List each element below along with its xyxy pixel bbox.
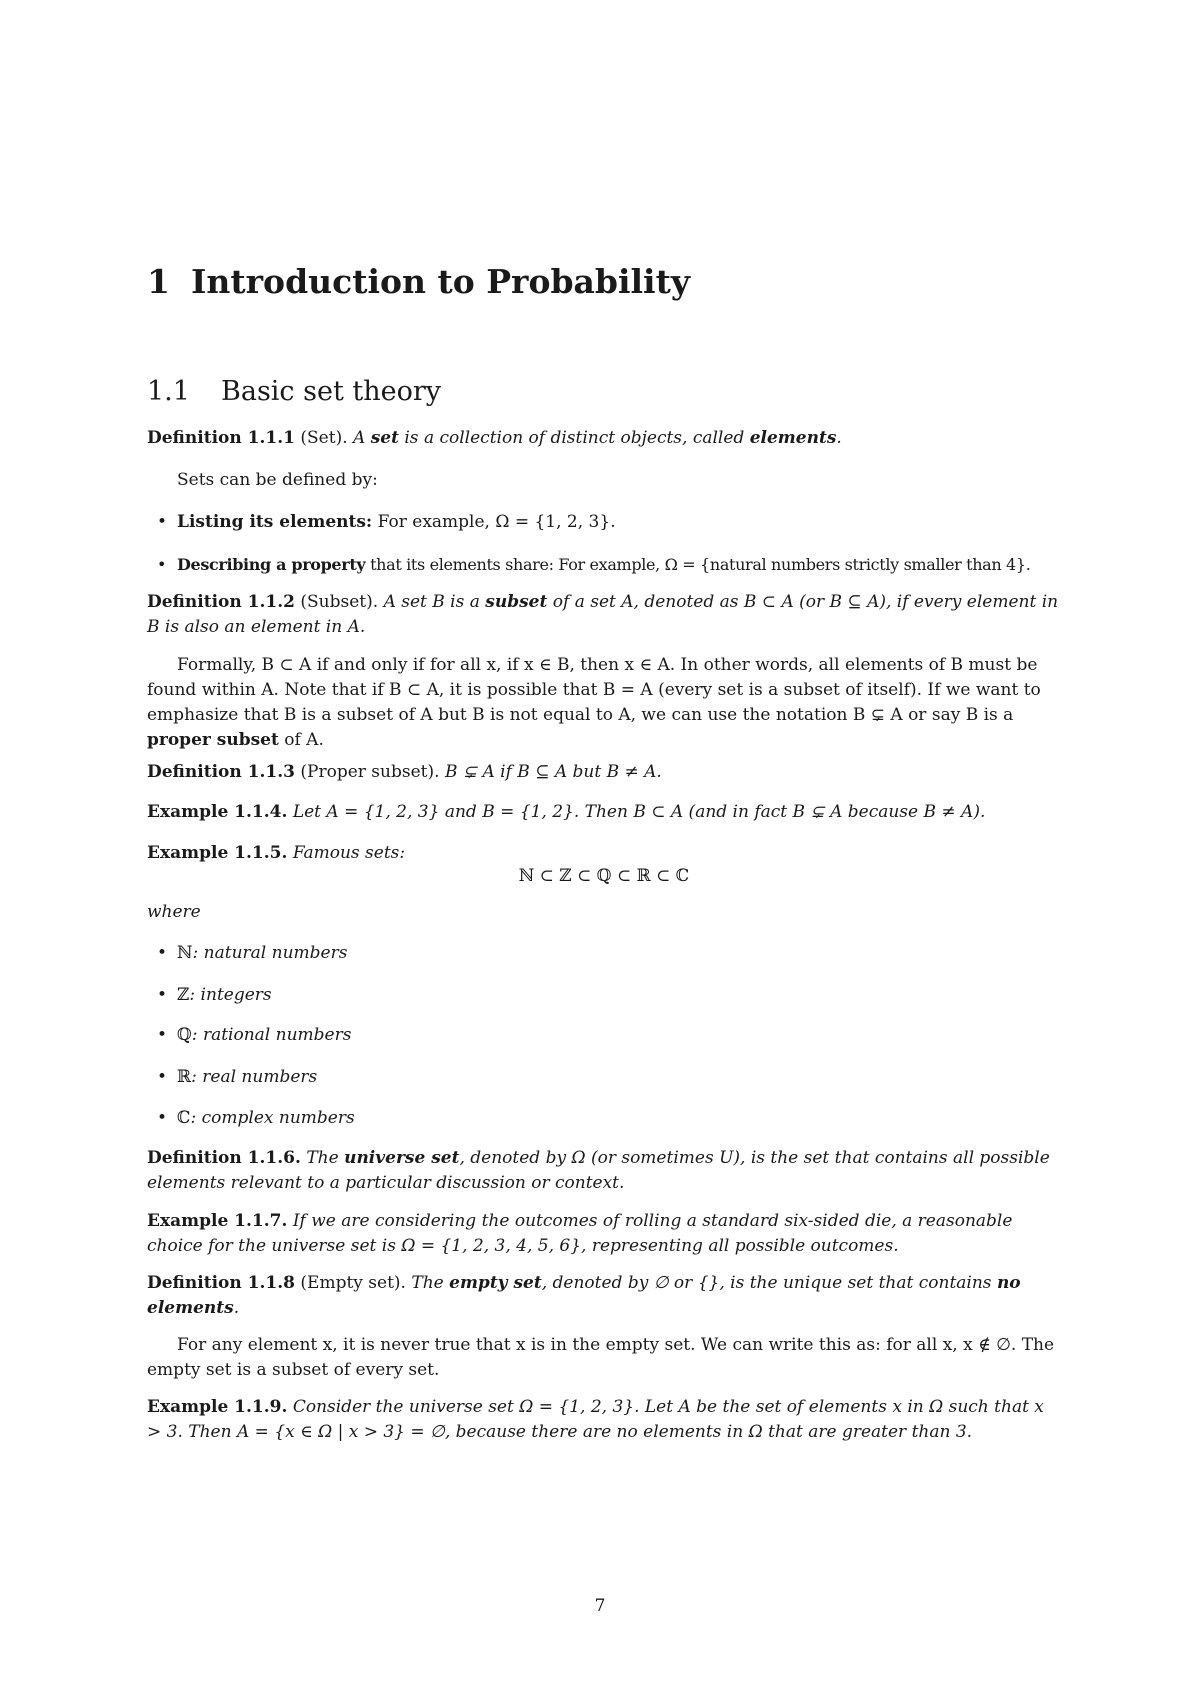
example-label: Example 1.1.7. [147, 1211, 288, 1231]
page-number: 7 [594, 1596, 606, 1616]
display-math-famous-chain: ℕ ⊂ ℤ ⊂ ℚ ⊂ ℝ ⊂ ℂ [518, 866, 690, 886]
definition-subset [147, 590, 1061, 640]
definition-label: Definition 1.1.1 [147, 428, 295, 448]
example-text: Famous sets: [292, 843, 406, 863]
example-label: Example 1.1.5. [147, 843, 288, 863]
where-label: where [147, 902, 201, 922]
list-item-bold: Describing a property [177, 555, 366, 574]
list-item [147, 510, 1091, 535]
term-no-elements: no elements [147, 1273, 1021, 1318]
definition-set [147, 426, 1061, 451]
list-item [147, 983, 1091, 1008]
term-proper-subset: proper subset [147, 730, 279, 750]
list-item [147, 552, 1091, 577]
definition-label: Definition 1.1.6. [147, 1148, 301, 1168]
paragraph-sets-defined: Sets can be defined by: [177, 470, 378, 490]
list-item [147, 1023, 1091, 1048]
definition-text: A [353, 428, 366, 448]
definition-universe-set [147, 1146, 1061, 1196]
example-label: Example 1.1.4. [147, 802, 288, 822]
list-item [147, 1065, 1091, 1090]
term-universe-set: universe set [344, 1148, 460, 1168]
definition-text: is a collection of distinct objects, called [404, 428, 745, 448]
set-symbol: ℕ [177, 943, 193, 963]
set-symbol: ℚ [177, 1025, 192, 1045]
definition-name: (Subset). [300, 592, 379, 612]
list-item-bold: Listing its elements: [177, 512, 373, 532]
definition-text: , denoted by ∅ or {}, is the unique set that contains [541, 1273, 992, 1293]
definition-text: . [233, 1298, 240, 1318]
section-title: Basic set theory [221, 376, 442, 407]
section-number: 1.1 [147, 376, 190, 407]
chapter-title: Introduction to Probability [191, 262, 691, 301]
example-text: If we are considering the outcomes of rolling a standard six-sided die, a reasonable choice for the universe set is Ω = {1, 2, 3, 4, 5, 6}, representing all possible outcomes. [147, 1211, 1013, 1256]
term-set: set [370, 428, 399, 448]
chapter-number: 1 [147, 262, 170, 301]
paragraph-empty-set: For any element x, it is never true that x is in the empty set. We can write this as: for all x, x ∉ ∅. The empty set is a subset of every set. [147, 1335, 1055, 1380]
example-1-1-9 [147, 1395, 1061, 1445]
definition-label: Definition 1.1.3 [147, 762, 295, 782]
list-item [147, 941, 1091, 966]
set-description: : natural numbers [192, 943, 348, 963]
definition-proper-subset [147, 760, 1061, 785]
example-text: Let A = {1, 2, 3} and B = {1, 2}. Then B ⊂ A (and in fact B ⊊ A because B ≠ A). [292, 802, 986, 822]
definition-text: The [411, 1273, 444, 1293]
definition-label: Definition 1.1.2 [147, 592, 295, 612]
definition-text: , denoted by Ω (or sometimes U), is the set that contains all possible elements relevant to a particular discussion or context. [147, 1148, 1050, 1193]
term-empty-set: empty set [449, 1273, 542, 1293]
set-description: : rational numbers [191, 1025, 352, 1045]
set-symbol: ℝ [177, 1067, 192, 1087]
definition-name: (Set). [300, 428, 348, 448]
definition-name: (Proper subset). [300, 762, 440, 782]
definition-name: (Empty set). [300, 1273, 406, 1293]
paragraph-formally [147, 653, 1061, 753]
paragraph-text: of A. [284, 730, 324, 750]
definition-text: The [306, 1148, 339, 1168]
list-item-text: that its elements share: For example, Ω = {natural numbers strictly smaller than 4}. [370, 555, 1031, 574]
example-1-1-4 [147, 800, 1061, 825]
set-description: : real numbers [191, 1067, 318, 1087]
set-symbol: ℂ [177, 1108, 191, 1128]
example-label: Example 1.1.9. [147, 1397, 288, 1417]
list-item-text: For example, Ω = {1, 2, 3}. [377, 512, 616, 532]
definition-empty-set [147, 1271, 1061, 1321]
example-1-1-5 [147, 841, 1061, 866]
list-item [147, 1106, 1091, 1131]
set-symbol: ℤ [177, 985, 190, 1005]
definition-text: of a set A, denoted as B ⊂ A (or B ⊆ A), if every element in B is also an element in A. [147, 592, 1059, 637]
example-text: Consider the universe set Ω = {1, 2, 3}. Let A be the set of elements x in Ω such that x > 3. Then A = {x ∈ Ω | x > 3} = ∅, because there are no elements in Ω that are greater than 3. [147, 1397, 1044, 1442]
term-subset: subset [485, 592, 548, 612]
set-description: : integers [189, 985, 272, 1005]
chapter-heading [147, 262, 1061, 302]
term-elements: elements [749, 428, 837, 448]
definition-label: Definition 1.1.8 [147, 1273, 295, 1293]
definition-text: A set B is a [383, 592, 480, 612]
set-description: : complex numbers [190, 1108, 355, 1128]
section-heading [147, 375, 1061, 409]
definition-text: . [836, 428, 842, 448]
paragraph-text: Formally, B ⊂ A if and only if for all x, if x ∈ B, then x ∈ A. In other words, all elements of B must be found within A. Note that if B ⊂ A, it is possible that B = A (every set is a subset of itself). If we want to emphasize that B is a subset of A but B is not equal to A, we can use the notation B ⊊ A or say B is a [147, 655, 1041, 725]
definition-text: B ⊊ A if B ⊆ A but B ≠ A. [444, 762, 662, 782]
example-1-1-7 [147, 1209, 1061, 1259]
